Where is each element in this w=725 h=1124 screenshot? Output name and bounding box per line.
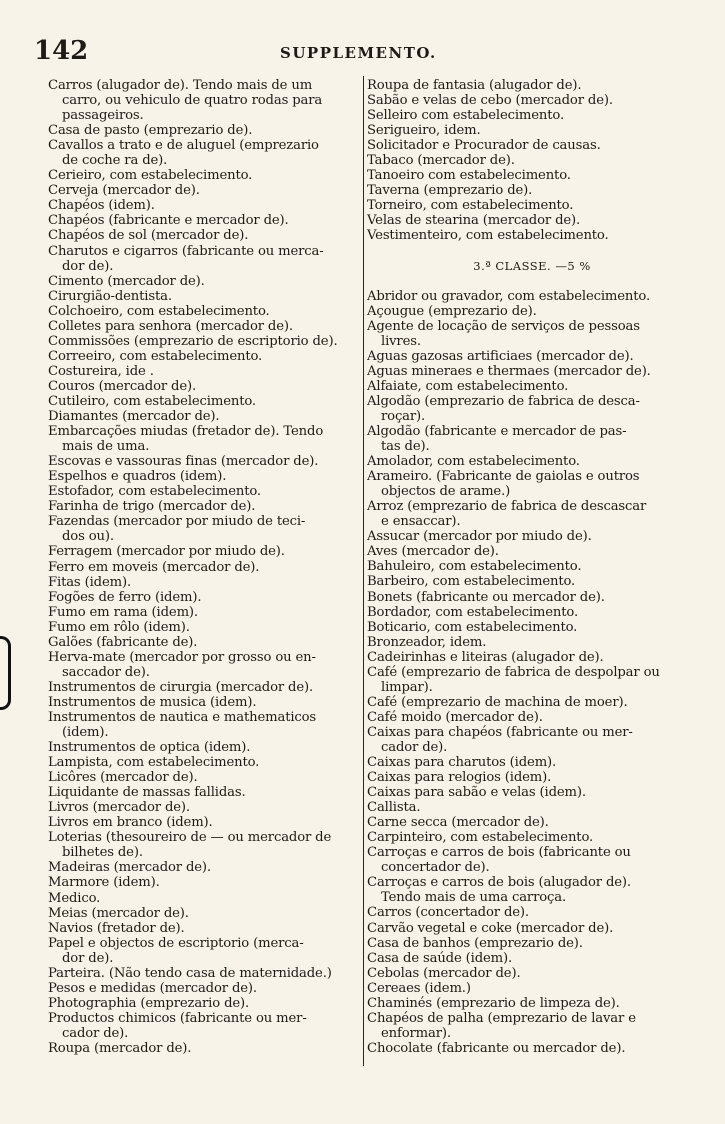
entry-line: Serigueiro, idem. bbox=[367, 123, 481, 139]
entry-line: Arameiro. (Fabricante de gaiolas e outros bbox=[367, 469, 640, 485]
entry-line: Caixas para sabão e velas (idem). bbox=[367, 785, 586, 801]
entry-line: Madeiras (mercador de). bbox=[48, 860, 211, 876]
entry-line: Navios (fretador de). bbox=[48, 920, 185, 936]
entry-line: Herva-mate (mercador por grosso ou en- bbox=[48, 649, 316, 665]
entry-continuation-line: livres. bbox=[381, 333, 421, 349]
entry-line: Cereaes (idem.) bbox=[367, 980, 471, 996]
entry-line: Instrumentos de optica (idem). bbox=[48, 740, 251, 756]
entry-line: Casa de pasto (emprezario de). bbox=[48, 123, 253, 139]
entry-line: Açougue (emprezario de). bbox=[367, 303, 537, 319]
entry-line: Fumo em rama (idem). bbox=[48, 604, 198, 620]
entry-line: Loterias (thesoureiro de — ou mercador de bbox=[48, 830, 332, 846]
entry-line: Licôres (mercador de). bbox=[48, 770, 198, 786]
entry-line: Caixas para relogios (idem). bbox=[367, 770, 552, 786]
entry-line: Carros (alugador de). Tendo mais de um bbox=[48, 78, 313, 93]
entry-line: Espelhos e quadros (idem). bbox=[48, 469, 227, 485]
entry-line: Ferragem (mercador por miudo de). bbox=[48, 544, 285, 560]
entry-line: Medico. bbox=[48, 890, 101, 906]
entry-continuation-line: dos ou). bbox=[62, 529, 114, 545]
entry-continuation-line: concertador de). bbox=[381, 860, 490, 876]
entry-line: Costureira, ide . bbox=[48, 363, 154, 379]
entry-line: Cavallos a trato e de aluguel (emprezario bbox=[48, 138, 319, 154]
spacer bbox=[367, 274, 697, 289]
entry-line: Café moido (mercador de). bbox=[367, 709, 543, 725]
entry-continuation-line: Tendo mais de uma carroça. bbox=[381, 890, 567, 906]
entry-line: Instrumentos de cirurgia (mercador de). bbox=[48, 679, 314, 695]
entry-line: Amolador, com estabelecimento. bbox=[367, 454, 580, 470]
entry-line: Cebolas (mercador de). bbox=[367, 965, 521, 981]
entry-continuation-line: objectos de arame.) bbox=[381, 484, 511, 500]
entry-line: Cirurgião-dentista. bbox=[48, 288, 172, 304]
entry-continuation-line: mais de uma. bbox=[62, 439, 150, 455]
entry-line: Chapéos de sol (mercador de). bbox=[48, 228, 249, 244]
entry-line: Embarcações miudas (fretador de). Tendo bbox=[48, 424, 324, 440]
entry-line: Fitas (idem). bbox=[48, 574, 131, 590]
running-title: SUPPLEMENTO. bbox=[280, 44, 437, 62]
entry-line: Carne secca (mercador de). bbox=[367, 815, 549, 831]
column-divider bbox=[363, 76, 364, 1066]
entry-line: Taverna (emprezario de). bbox=[367, 183, 533, 199]
entry-line: Torneiro, com estabelecimento. bbox=[367, 198, 574, 214]
entry-line: Farinha de trigo (mercador de). bbox=[48, 499, 256, 515]
entry-line: Chapéos (idem). bbox=[48, 198, 155, 214]
entry-line: Barbeiro, com estabelecimento. bbox=[367, 574, 576, 590]
entry-line: Lampista, com estabelecimento. bbox=[48, 755, 260, 771]
entry-continuation-line: limpar). bbox=[381, 679, 433, 695]
entry-continuation-line: bilhetes de). bbox=[62, 845, 143, 861]
entry-line: Instrumentos de nautica e mathematicos bbox=[48, 709, 317, 725]
entry-line: Agente de locação de serviços de pessoas bbox=[367, 318, 640, 334]
entry-line: Bahuleiro, com estabelecimento. bbox=[367, 559, 582, 575]
entry-line: Marmore (idem). bbox=[48, 875, 160, 891]
class-heading: 3.ª CLASSE. —5 % bbox=[473, 258, 591, 273]
entry-line: Boticario, com estabelecimento. bbox=[367, 619, 578, 635]
entry-continuation-line: passageiros. bbox=[62, 108, 144, 124]
entry-line: Café (emprezario de machina de moer). bbox=[367, 694, 628, 710]
entry-line: Carvão vegetal e coke (mercador de). bbox=[367, 920, 614, 936]
page-number: 142 bbox=[34, 36, 89, 66]
entry-line: Charutos e cigarros (fabricante ou merca- bbox=[48, 243, 324, 259]
entry-line: Couros (mercador de). bbox=[48, 378, 197, 394]
entry-line: Casa de saúde (idem). bbox=[367, 950, 513, 966]
entry-line: Casa de banhos (emprezario de). bbox=[367, 935, 583, 951]
entry-line: Tabaco (mercador de). bbox=[367, 153, 515, 169]
entry-line: Velas de stearina (mercador de). bbox=[367, 213, 581, 229]
entry-continuation-line: dor de). bbox=[62, 258, 114, 274]
entry-line: Arroz (emprezario de fabrica de descascar bbox=[367, 499, 647, 515]
entry-continuation-line: cador de). bbox=[62, 1025, 129, 1041]
entry-line: Commissões (emprezario de escriptorio de). bbox=[48, 333, 338, 349]
right-column bbox=[367, 78, 697, 1056]
entry-line: Carros (concertador de). bbox=[367, 905, 529, 921]
entry-line: Solicitador e Procurador de causas. bbox=[367, 138, 601, 154]
entry-continuation-line: cador de). bbox=[381, 739, 448, 755]
entry-line: Estofador, com estabelecimento. bbox=[48, 484, 261, 500]
entry-line: Sabão e velas de cebo (mercador de). bbox=[367, 93, 613, 109]
entry-line: Assucar (mercador por miudo de). bbox=[367, 529, 592, 545]
entry-continuation-line: e ensaccar). bbox=[381, 514, 461, 530]
entry-continuation-line: (idem). bbox=[62, 725, 109, 741]
entry-line: Meias (mercador de). bbox=[48, 905, 189, 921]
entry-line: Cerveja (mercador de). bbox=[48, 183, 200, 199]
entry-line: Abridor ou gravador, com estabelecimento. bbox=[367, 288, 651, 304]
entry-line: Aguas mineraes e thermaes (mercador de). bbox=[367, 363, 651, 379]
right-column-bottom-list bbox=[367, 289, 697, 1056]
entry-line: Roupa de fantasia (alugador de). bbox=[367, 78, 582, 93]
entry-continuation-line: dor de). bbox=[62, 950, 114, 966]
entry-line: Papel e objectos de escriptorio (merca- bbox=[48, 935, 304, 951]
entry-line: Livros em branco (idem). bbox=[48, 815, 213, 831]
entry-continuation-line: tas de). bbox=[381, 439, 430, 455]
margin-bracket-mark bbox=[0, 636, 11, 710]
entry-line: Algodão (fabricante e mercador de pas- bbox=[367, 423, 627, 439]
entry-line: Chaminés (emprezario de limpeza de). bbox=[367, 995, 620, 1011]
left-column bbox=[48, 78, 362, 1056]
entry-line: Productos chimicos (fabricante ou mer- bbox=[48, 1010, 307, 1026]
spacer bbox=[367, 244, 697, 259]
entry-line: Algodão (emprezario de fabrica de desca- bbox=[367, 393, 640, 409]
entry-continuation-line: de coche ra de). bbox=[62, 153, 168, 169]
entry-line: Colchoeiro, com estabelecimento. bbox=[48, 303, 270, 319]
entry-line: Ferro em moveis (mercador de). bbox=[48, 559, 260, 575]
entry-line: Instrumentos de musica (idem). bbox=[48, 694, 257, 710]
entry-line: Cadeirinhas e liteiras (alugador de). bbox=[367, 649, 604, 665]
entry-line: Galões (fabricante de). bbox=[48, 634, 198, 650]
entry-line: Diamantes (mercador de). bbox=[48, 409, 220, 425]
entry-line: Café (emprezario de fabrica de despolpar ou bbox=[367, 664, 660, 680]
entry-line: Roupa (mercador de). bbox=[48, 1041, 192, 1056]
entry-line: Correeiro, com estabelecimento. bbox=[48, 348, 263, 364]
entry-line: Escovas e vassouras finas (mercador de). bbox=[48, 454, 319, 470]
entry-line: Livros (mercador de). bbox=[48, 800, 190, 816]
entry-line: Caixas para chapéos (fabricante ou mer- bbox=[367, 724, 633, 740]
entry-line: Colletes para senhora (mercador de). bbox=[48, 318, 293, 334]
entry-line: Chocolate (fabricante ou mercador de). bbox=[367, 1040, 626, 1056]
entry-continuation-line: saccador de). bbox=[62, 664, 150, 680]
entry-line: Carpinteiro, com estabelecimento. bbox=[367, 830, 594, 846]
entry-line: Fumo em rôlo (idem). bbox=[48, 619, 190, 635]
entry-line: Selleiro com estabelecimento. bbox=[367, 108, 565, 124]
entry-continuation-line: roçar). bbox=[381, 408, 426, 424]
entry-line: Caixas para charutos (idem). bbox=[367, 755, 557, 771]
entry-line: Liquidante de massas fallidas. bbox=[48, 785, 246, 801]
entry-line: Chapéos de palha (emprezario de lavar e bbox=[367, 1010, 636, 1026]
entry-line: Vestimenteiro, com estabelecimento. bbox=[367, 228, 609, 244]
entry-line: Fazendas (mercador por miudo de teci- bbox=[48, 514, 306, 530]
entry-line: Cerieiro, com estabelecimento. bbox=[48, 168, 253, 184]
entry-line: Bronzeador, idem. bbox=[367, 634, 487, 650]
entry-line: Chapéos (fabricante e mercador de). bbox=[48, 213, 289, 229]
entry-line: Alfaiate, com estabelecimento. bbox=[367, 378, 569, 394]
entry-continuation-line: carro, ou vehiculo de quatro rodas para bbox=[62, 93, 323, 109]
entry-line: Aguas gazosas artificiaes (mercador de). bbox=[367, 348, 634, 364]
entry-line: Cimento (mercador de). bbox=[48, 273, 205, 289]
entry-line: Fogões de ferro (idem). bbox=[48, 589, 202, 605]
entry-continuation-line: enformar). bbox=[381, 1025, 451, 1041]
entry-line: Bonets (fabricante ou mercador de). bbox=[367, 589, 605, 605]
entry-line: Tanoeiro com estabelecimento. bbox=[367, 168, 571, 184]
entry-line: Pesos e medidas (mercador de). bbox=[48, 980, 257, 996]
entry-line: Callista. bbox=[367, 800, 421, 816]
entry-line: Carroças e carros de bois (alugador de). bbox=[367, 875, 631, 891]
entry-line: Parteira. (Não tendo casa de maternidade.) bbox=[48, 965, 332, 981]
entry-line: Cutileiro, com estabelecimento. bbox=[48, 393, 256, 409]
right-column-top-list bbox=[367, 78, 697, 244]
entry-line: Bordador, com estabelecimento. bbox=[367, 604, 578, 620]
entry-line: Aves (mercador de). bbox=[367, 544, 499, 560]
entry-line: Carroças e carros de bois (fabricante ou bbox=[367, 845, 631, 861]
entry-line: Photographia (emprezario de). bbox=[48, 995, 250, 1011]
